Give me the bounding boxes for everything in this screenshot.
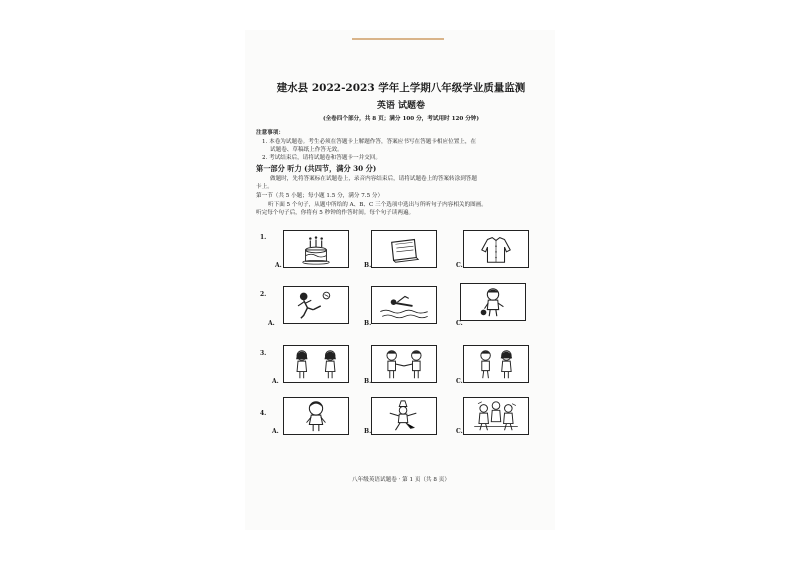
shirt-picture (463, 230, 529, 268)
boy-with-ball-picture (460, 283, 526, 321)
clown-dancing-icon (372, 398, 436, 434)
option-c-label: C. (456, 428, 463, 435)
option-b-label: B. (364, 262, 372, 269)
top-mark (352, 38, 444, 40)
swimmer-picture (371, 286, 437, 324)
shirt-icon (464, 231, 528, 267)
page-footer: 八年级英语试题卷 · 第 1 页（共 8 页） (352, 477, 450, 483)
option-c-label: C. (456, 378, 463, 385)
boy-and-girl-picture (463, 345, 529, 383)
option-a-label: A. (275, 262, 282, 269)
boy-and-girl-icon (464, 346, 528, 382)
option-c-label: C. (456, 262, 463, 269)
exam-info: (全卷四个部分，共 8 页；满分 100 分，考试用时 120 分钟) (322, 116, 480, 122)
option-b-label: B. (364, 378, 372, 385)
two-girls-picture (283, 345, 349, 383)
notes-line-1b: 试题卷、草稿纸上作答无效。 (270, 147, 343, 153)
girl-standing-picture (283, 397, 349, 435)
option-c-label: C. (456, 320, 463, 327)
option-b-label: B. (364, 428, 372, 435)
two-boys-handshake-icon (372, 346, 436, 382)
birthday-cake-picture (283, 230, 349, 268)
clown-dancing-picture (371, 397, 437, 435)
birthday-cake-icon (284, 231, 348, 267)
section1-heading: 第一节（共 5 小题；每小题 1.5 分，满分 7.5 分） (256, 193, 384, 199)
part1-intro-1: 做题时，先将答案标在试题卷上，录音内容结束后，请将试题卷上的答案转涂到答题 (270, 176, 477, 182)
option-a-label: A. (272, 428, 279, 435)
question-number: 1. (260, 234, 267, 241)
notes-line-1: 1. 本卷为试题卷。考生必须在答题卡上解题作答，答案应书写在答题卡相应位置上，在 (262, 139, 477, 145)
question-number: 2. (260, 291, 267, 298)
option-a-label: A. (268, 320, 275, 327)
group-of-kids-picture (463, 397, 529, 435)
notes-heading: 注意事项： (256, 130, 284, 136)
option-a-label: A. (272, 378, 279, 385)
two-boys-handshake-picture (371, 345, 437, 383)
option-b-label: B. (364, 320, 372, 327)
swimmer-icon (372, 287, 436, 323)
part1-intro-2: 卡上。 (256, 184, 273, 190)
section1-instr-2: 听完每个句子后，你将有 5 秒钟的作答时间。每个句子读两遍。 (256, 210, 415, 216)
boy-kicking-ball-picture (283, 286, 349, 324)
notes-line-2: 2. 考试结束后，请将试题卷和答题卡一并交回。 (262, 155, 381, 161)
question-number: 3. (260, 350, 267, 357)
boy-kicking-ball-icon (284, 287, 348, 323)
girl-standing-icon (284, 398, 348, 434)
boy-with-ball-icon (461, 284, 525, 320)
part1-heading: 第一部分 听力 (共四节，满分 30 分) (256, 164, 377, 173)
group-of-kids-icon (464, 398, 528, 434)
exam-subtitle: 英语 试题卷 (376, 101, 426, 111)
question-number: 4. (260, 410, 267, 417)
book-icon (372, 231, 436, 267)
two-girls-icon (284, 346, 348, 382)
book-picture (371, 230, 437, 268)
exam-title: 建水县 2022-2023 学年上学期八年级学业质量监测 (276, 82, 526, 94)
section1-instr-1: 听下面 5 个句子，从题中所给的 A、B、C 三个选项中选出与所听句子内容相关的图画。 (268, 202, 487, 208)
